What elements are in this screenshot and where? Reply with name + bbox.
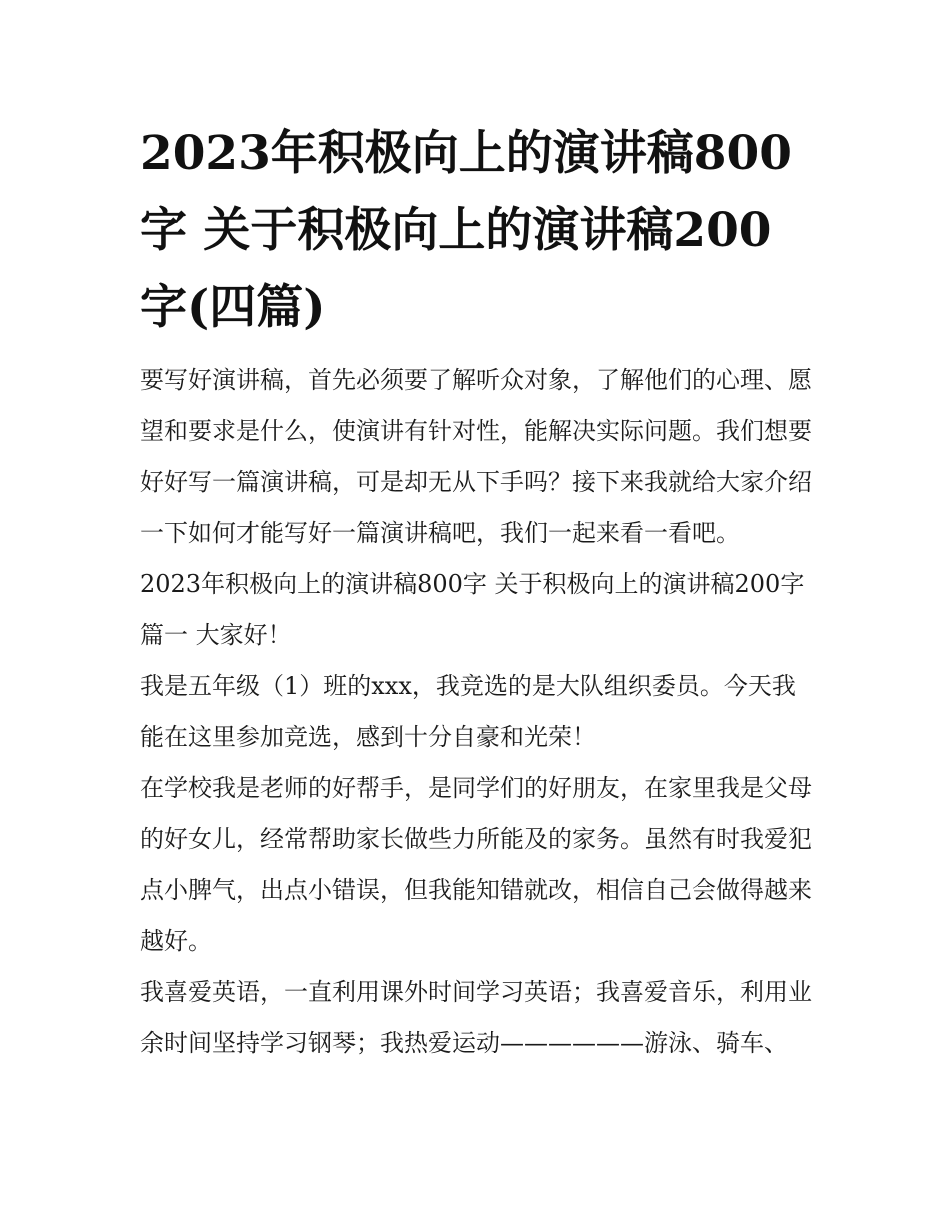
document-body xyxy=(140,355,812,1069)
paragraph-school-and-home: 在学校我是老师的好帮手，是同学们的好朋友，在家里我是父母的好女儿，经常帮助家长做些力所能及的家务。虽然有时我爱犯点小脾气，出点小错误，但我能知错就改，相信自己会做得越来越好。 xyxy=(140,774,812,955)
paragraph-self-introduction: 我是五年级（1）班的xxx，我竞选的是大队组织委员。今天我能在这里参加竞选，感到十分自豪和光荣！ xyxy=(140,672,796,751)
paragraph-section-heading: 2023年积极向上的演讲稿800字 关于积极向上的演讲稿200字篇一 大家好！ xyxy=(140,570,805,649)
paragraph-intro: 要写好演讲稿，首先必须要了解听众对象，了解他们的心理、愿望和要求是什么，使演讲有针对性，能解决实际问题。我们想要好好写一篇演讲稿，可是却无从下手吗？接下来我就给大家介绍一下如何才能写好一篇演讲稿吧，我们一起来看一看吧。 xyxy=(140,366,812,547)
paragraph-hobbies: 我喜爱英语，一直利用课外时间学习英语；我喜爱音乐，利用业余时间坚持学习钢琴；我热爱运动——————游泳、骑车、 xyxy=(140,978,812,1057)
document-title: 2023年积极向上的演讲稿800字 关于积极向上的演讲稿200字(四篇) xyxy=(140,126,792,335)
